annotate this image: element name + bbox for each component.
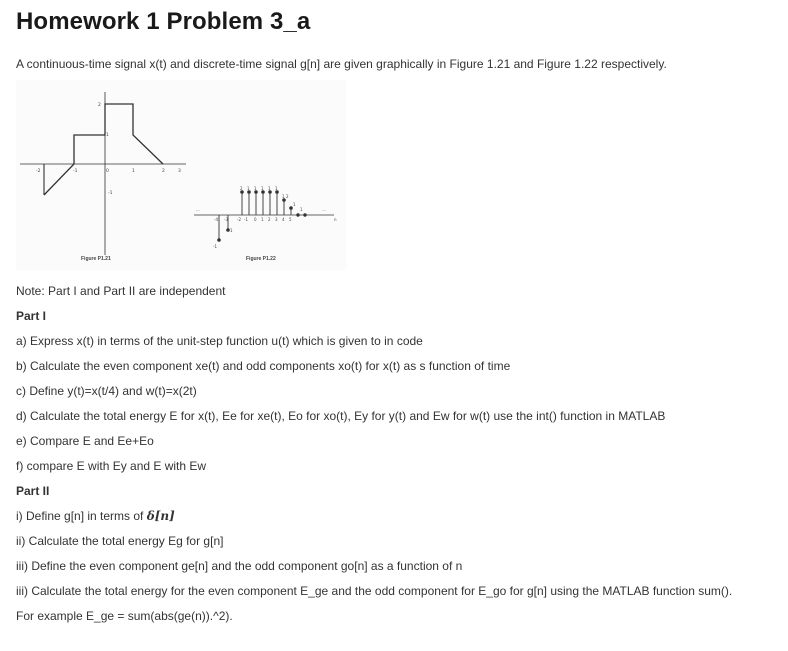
note-text: Note: Part I and Part II are independent [16, 284, 226, 298]
figure-p1-22 [194, 191, 334, 242]
stem-dot [248, 191, 251, 194]
part2-heading: Part II [16, 484, 50, 498]
gn-value: 1 [300, 207, 303, 212]
gn-tick: 2 [268, 217, 271, 222]
part1-item-c: c) Define y(t)=x(t/4) and w(t)=x(2t) [16, 384, 197, 398]
gn-tick: 0 [254, 217, 257, 222]
gn-value: -1 [213, 244, 217, 249]
stem-dot [276, 191, 279, 194]
part2-item-i [16, 509, 175, 523]
xt-tick: 1 [132, 169, 135, 174]
gn-value: 1 [293, 202, 296, 207]
gn-value: 2 [286, 194, 289, 199]
part2-item-iii: iii) Define the even component ge[n] and the odd component go[n] as a function of n [16, 559, 463, 573]
xt-tick: 2 [98, 103, 101, 108]
xt-tick: -2 [36, 169, 41, 174]
stem-dot [304, 214, 306, 216]
part1-item-a: a) Express x(t) in terms of the unit-step function u(t) which is given to in code [16, 334, 423, 348]
stem-dot [269, 191, 272, 194]
xt-tick-labels [36, 102, 181, 196]
gn-value: 1 [247, 186, 250, 191]
gn-tick: -2 [237, 217, 241, 222]
gn-value: 2 [240, 186, 243, 191]
part1-item-b: b) Calculate the even component xe(t) and odd components xo(t) for x(t) as s function of time [16, 359, 511, 373]
gn-value: 1 [268, 186, 271, 191]
xt-tick: -1 [108, 191, 113, 196]
part2-item-ii: ii) Calculate the total energy Eg for g[n] [16, 534, 224, 548]
xt-tick: -1 [73, 169, 78, 174]
gn-tick: n [334, 217, 337, 222]
gn-labels [196, 186, 337, 249]
gn-value: 1 [282, 194, 285, 199]
intro-text: A continuous-time signal x(t) and discrete-time signal g[n] are given graphically in Figure 1.21 and Figure 1.22 respectively. [16, 57, 667, 71]
xt-tick: 0 [106, 169, 109, 174]
part1-item-e: e) Compare E and Ee+Eo [16, 434, 154, 448]
figure-caption-right: Figure P1.22 [246, 256, 276, 262]
xt-tick: 3 [178, 169, 181, 174]
page-title: Homework 1 Problem 3_a [16, 8, 311, 35]
stem-dot [227, 229, 230, 232]
gn-dots: ... [196, 207, 200, 212]
part1-item-d: d) Calculate the total energy E for x(t), Ee for xe(t), Eo for xo(t), Ey for y(t) and Ew for w(t) use the int() function in MATLAB [16, 409, 666, 423]
stem-dot [297, 214, 299, 216]
gn-tick: -1 [244, 217, 248, 222]
figure-image [16, 80, 346, 270]
gn-value: 1 [230, 228, 233, 233]
figure-caption-left: Figure P1.21 [81, 256, 111, 262]
gn-tick: 4 [282, 217, 285, 222]
xt-tick: 2 [162, 169, 165, 174]
gn-tick: 3 [275, 217, 278, 222]
stem-dot [218, 239, 221, 242]
part2-item-iii-b: iii) Calculate the total energy for the even component E_ge and the odd component for E_go for g[n] using the MATLAB function sum(). [16, 584, 733, 598]
gn-value: 1 [261, 186, 264, 191]
gn-tick: -4 [214, 217, 218, 222]
stem-dot [283, 199, 286, 202]
xt-signal [44, 104, 163, 195]
stem-dot [255, 191, 258, 194]
gn-tick: 1 [261, 217, 264, 222]
gn-value: 1 [254, 186, 257, 191]
gn-value: 1 [275, 186, 278, 191]
delta-symbol: δ[n] [146, 509, 175, 523]
xt-tick: 1 [106, 133, 109, 138]
stem-dot [262, 191, 265, 194]
stem-dot [290, 207, 293, 210]
figure-drawing [16, 80, 346, 270]
part1-item-f: f) compare E with Ey and E with Ew [16, 459, 207, 473]
gn-tick: 5 [289, 217, 292, 222]
stem-dot [241, 191, 244, 194]
part2-item-i-text: i) Define g[n] in terms of [16, 509, 147, 523]
part2-example: For example E_ge = sum(abs(ge(n)).^2). [16, 609, 233, 623]
part1-heading: Part I [16, 309, 47, 323]
gn-dots: ... [322, 207, 326, 212]
gn-tick: -3 [224, 217, 228, 222]
